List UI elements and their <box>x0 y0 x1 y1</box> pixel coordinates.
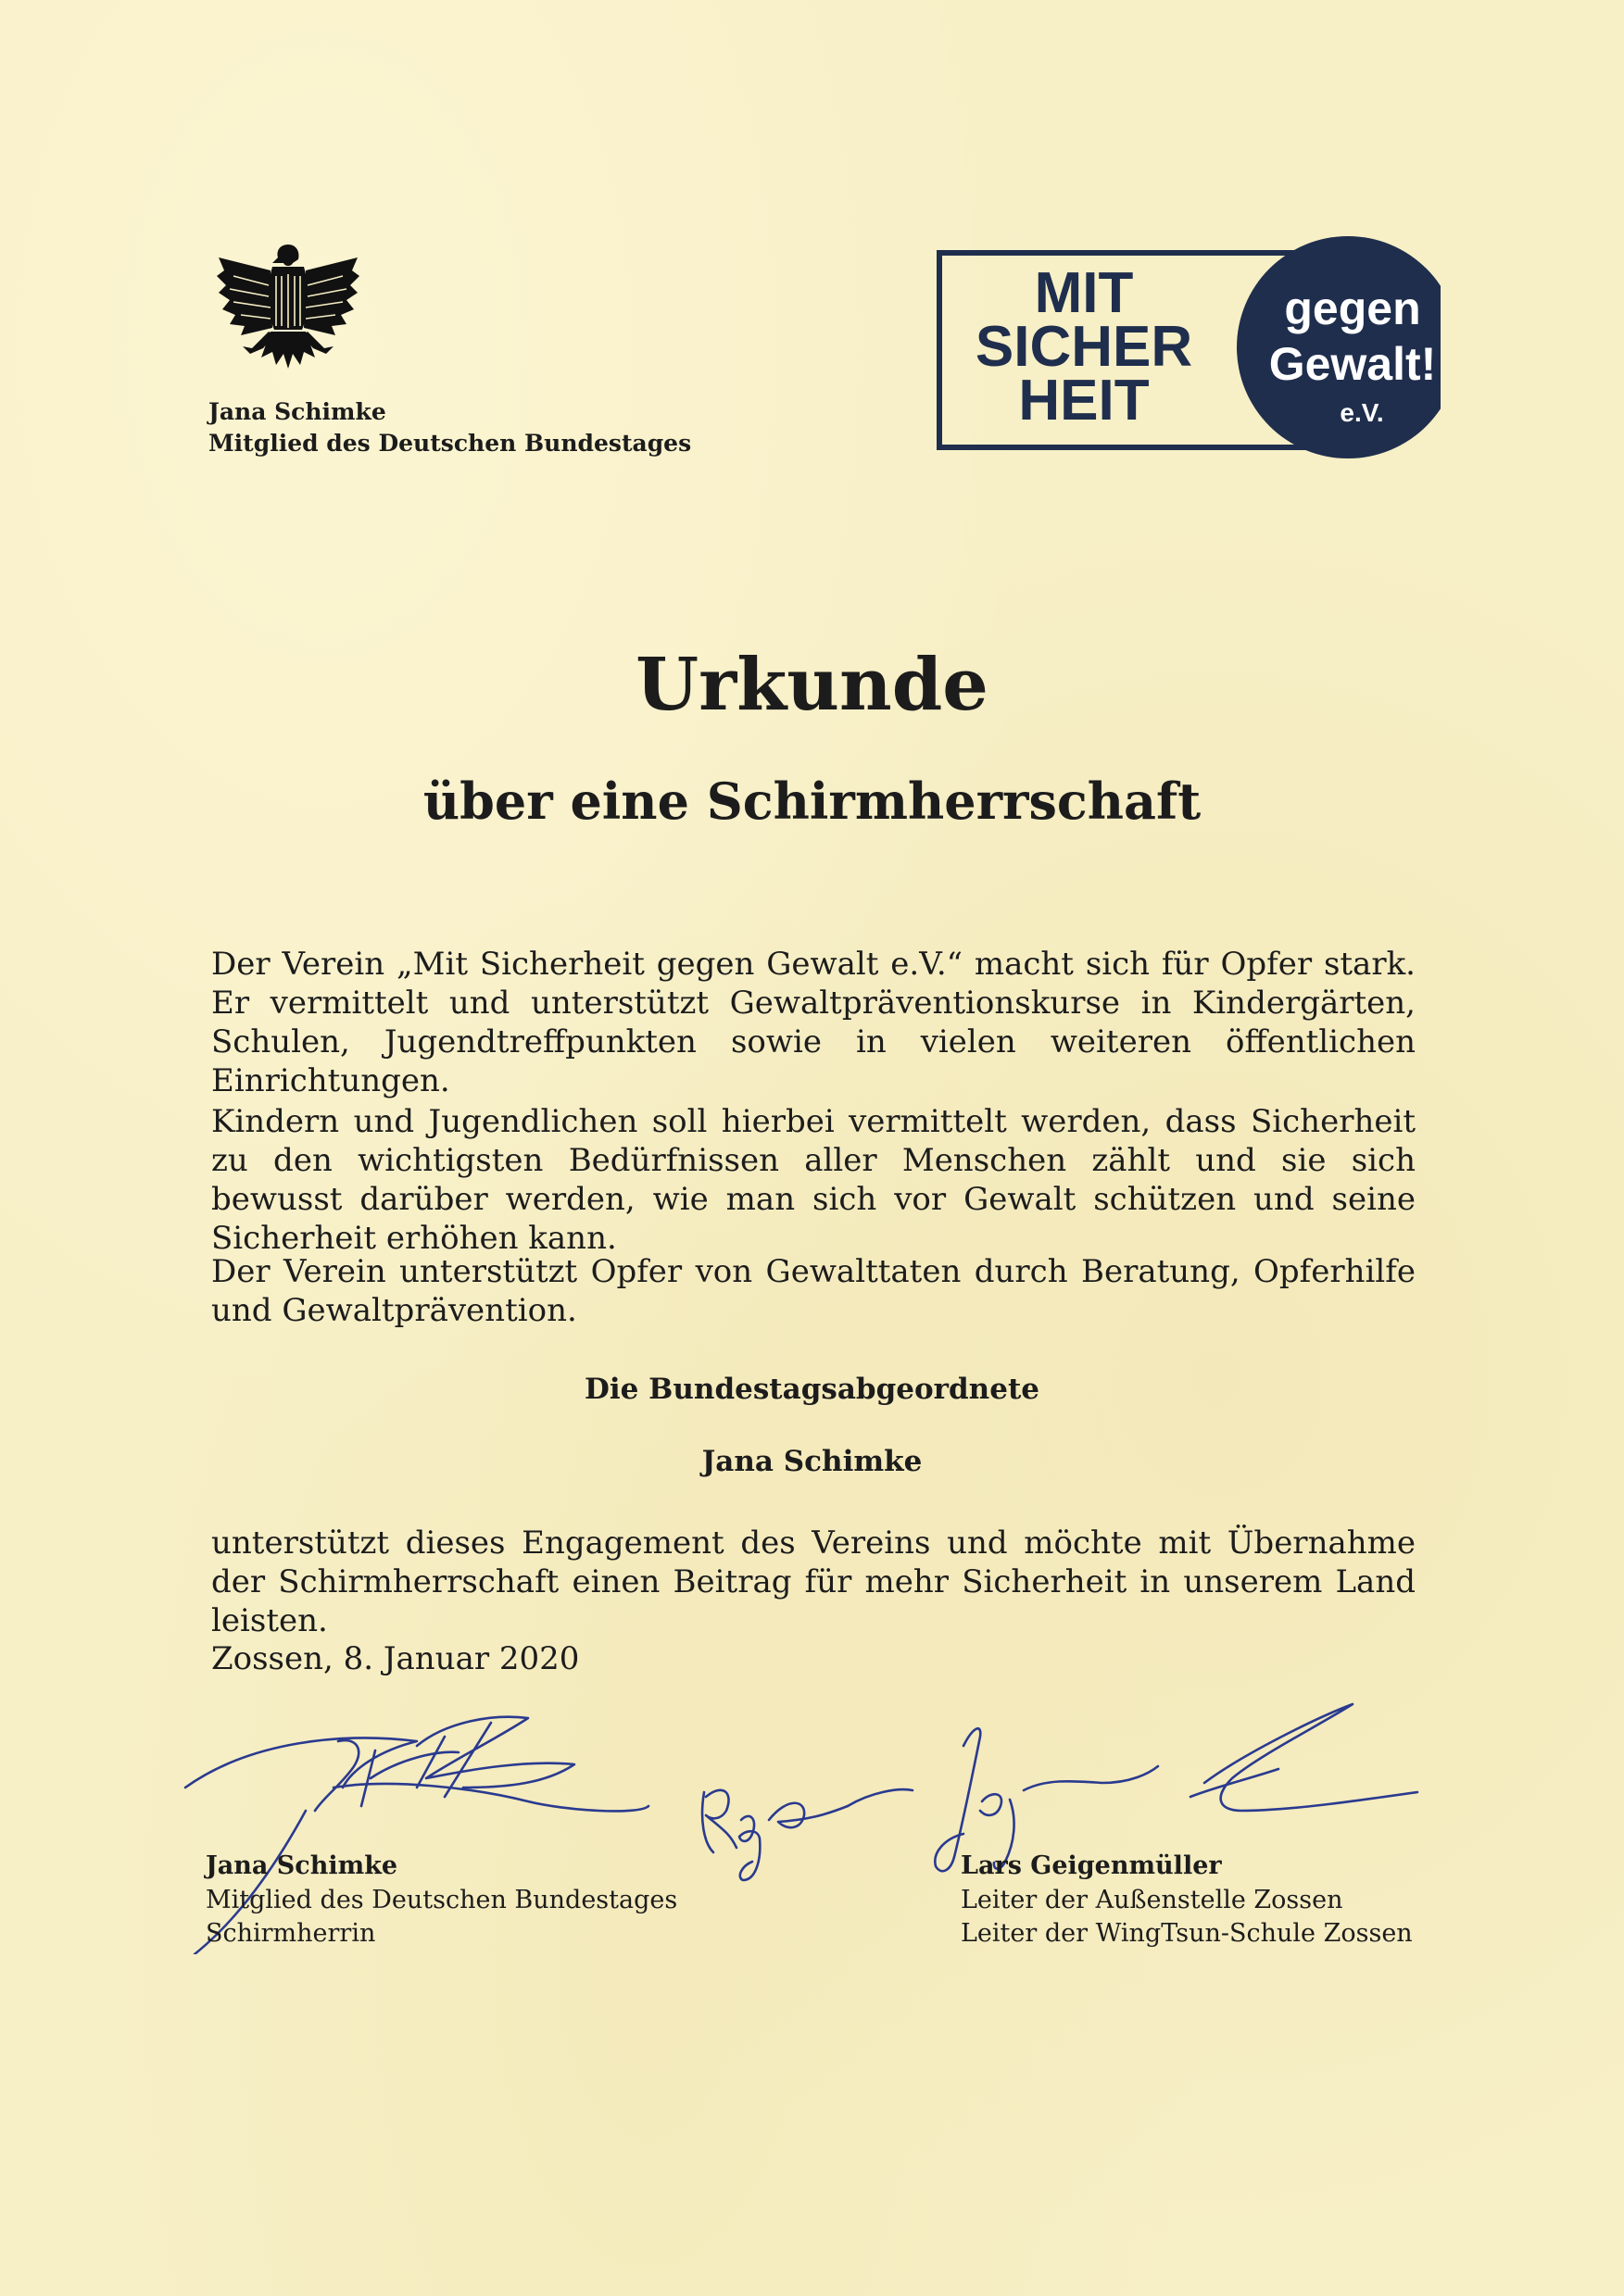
document-subtitle: über eine Schirmherrschaft <box>422 772 1202 831</box>
header-name: Jana Schimke <box>208 398 386 425</box>
bundestag-eagle-icon <box>215 239 361 370</box>
right-signatory-name: Lars Geigenmüller <box>961 1851 1222 1880</box>
left-signatory-name: Jana Schimke <box>206 1851 398 1880</box>
right-signatory-role-2: Leiter der WingTsun-Schule Zossen <box>961 1919 1413 1948</box>
date-line: Zossen, 8. Januar 2020 <box>211 1640 580 1677</box>
paragraph-2: Kindern und Jugendlichen soll hierbei vermittelt werden, dass Sicherheit zu den wichtigsten Bedürfnissen aller Menschen zählt und sie sich bewusst darüber werden, wie man sich vor Gewalt schützen und seine Sicherheit erhöhen kann. <box>211 1103 1416 1257</box>
header-role: Mitglied des Deutschen Bundestages <box>208 430 692 457</box>
logo-line-2: SICHER <box>975 315 1193 379</box>
representative-name: Jana Schimke <box>701 1445 923 1478</box>
right-signatory-role-1: Leiter der Außenstelle Zossen <box>961 1886 1343 1914</box>
logo-circle-line-1: gegen <box>1284 282 1421 334</box>
representative-label: Die Bundestagsabgeordnete <box>585 1373 1039 1406</box>
logo-circle-line-2: Gewalt! <box>1268 338 1437 390</box>
mit-sicherheit-gegen-gewalt-logo <box>936 236 1441 468</box>
logo-circle-line-3: e.V. <box>1340 398 1384 427</box>
left-signatory-title: Schirmherrin <box>206 1919 376 1948</box>
document-title: Urkunde <box>636 643 988 727</box>
left-signatory-role: Mitglied des Deutschen Bundestages <box>206 1886 678 1914</box>
paragraph-3: Der Verein unterstützt Opfer von Gewalttaten durch Beratung, Opferhilfe und Gewaltprävention. <box>211 1253 1416 1329</box>
logo-line-1: MIT <box>1034 261 1134 325</box>
logo-line-3: HEIT <box>1018 369 1150 433</box>
paragraph-4: unterstützt dieses Engagement des Vereins und möchte mit Übernahme der Schirmherrschaft einen Beitrag für mehr Sicherheit in unserem Land leisten. <box>211 1524 1416 1639</box>
paragraph-1: Der Verein „Mit Sicherheit gegen Gewalt e.V.“ macht sich für Opfer stark. Er vermittelt und unterstützt Gewaltpräventionskurse in Kindergärten, Schulen, Jugendtreffpunkten sowie in vielen weiteren öffentlichen Einrichtungen. <box>211 946 1416 1099</box>
